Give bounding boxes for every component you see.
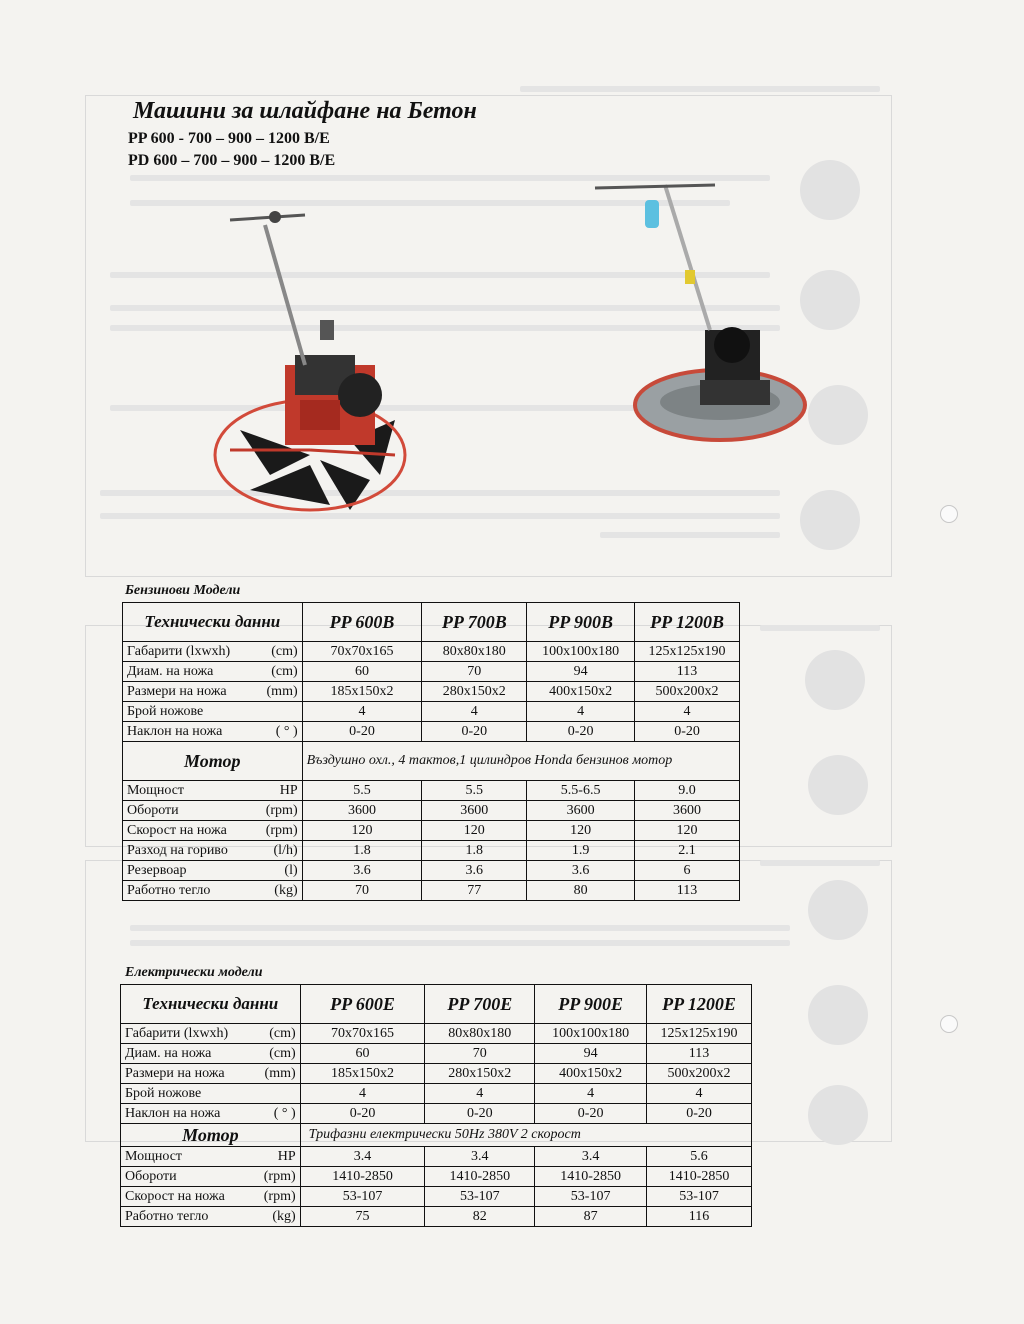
header-cell: PP 600E	[300, 985, 425, 1024]
motor-row	[123, 742, 740, 781]
value-cell: 3.4	[425, 1147, 535, 1167]
header-cell: Технически данни	[123, 603, 303, 642]
value-cell: 185x150x2	[300, 1064, 425, 1084]
value-cell: 82	[425, 1207, 535, 1227]
value-cell: 53-107	[425, 1187, 535, 1207]
value-cell: 0-20	[535, 1104, 647, 1124]
motor-label: Мотор	[123, 742, 303, 781]
table-row	[123, 821, 740, 841]
table-row	[121, 1044, 752, 1064]
value-cell: 116	[647, 1207, 752, 1227]
row-label: Скорост на ножа	[125, 1188, 225, 1204]
value-cell: 75	[300, 1207, 425, 1227]
value-cell: 280x150x2	[425, 1064, 535, 1084]
value-cell: 6	[635, 861, 740, 881]
punch-hole	[940, 1015, 958, 1033]
value-cell: 0-20	[635, 722, 740, 742]
value-cell: 0-20	[302, 722, 422, 742]
value-cell: 3600	[302, 801, 422, 821]
value-cell: 0-20	[422, 722, 527, 742]
value-cell: 0-20	[527, 722, 635, 742]
header-cell: PP 1200E	[647, 985, 752, 1024]
row-unit: ( ° )	[275, 723, 298, 739]
value-cell: 53-107	[300, 1187, 425, 1207]
value-cell: 1410-2850	[535, 1167, 647, 1187]
value-cell: 3.4	[535, 1147, 647, 1167]
table-header-row	[123, 603, 740, 642]
header-cell: Технически данни	[121, 985, 301, 1024]
row-unit: (rpm)	[263, 1168, 296, 1184]
punch-hole	[940, 505, 958, 523]
table-row	[123, 841, 740, 861]
table-row	[121, 1104, 752, 1124]
row-label: Обороти	[125, 1168, 177, 1184]
value-cell: 77	[422, 881, 527, 901]
value-cell: 100x100x180	[527, 642, 635, 662]
value-cell: 113	[635, 662, 740, 682]
value-cell: 1410-2850	[647, 1167, 752, 1187]
header-cell: PP 900E	[535, 985, 647, 1024]
value-cell: 9.0	[635, 781, 740, 801]
row-unit: (cm)	[269, 1025, 296, 1041]
motor-description: Въздушно охл., 4 тактов,1 цилиндров Honda бензинов мотор	[302, 742, 739, 781]
petrol-spec-table	[122, 602, 740, 901]
table-row	[123, 781, 740, 801]
value-cell: 70	[422, 662, 527, 682]
models-pd: PD 600 – 700 – 900 – 1200 B/E	[128, 152, 336, 169]
row-label: Резервоар	[127, 862, 187, 878]
motor-row	[121, 1124, 752, 1147]
row-label: Габарити (lxwxh)	[127, 643, 231, 659]
bleed-icon	[800, 490, 860, 550]
bleed-icon	[808, 880, 868, 940]
value-cell: 1.8	[422, 841, 527, 861]
value-cell: 2.1	[635, 841, 740, 861]
bleed-line	[520, 86, 880, 92]
table-row	[123, 881, 740, 901]
value-cell: 87	[535, 1207, 647, 1227]
bleed-icon	[808, 385, 868, 445]
row-label: Мощност	[125, 1148, 183, 1164]
value-cell: 3.6	[302, 861, 422, 881]
value-cell: 400x150x2	[527, 682, 635, 702]
bleed-line	[130, 940, 790, 946]
row-unit: (kg)	[272, 1208, 296, 1224]
value-cell: 113	[647, 1044, 752, 1064]
bleed-icon	[808, 1085, 868, 1145]
value-cell: 0-20	[300, 1104, 425, 1124]
value-cell: 120	[635, 821, 740, 841]
row-unit: (cm)	[271, 663, 298, 679]
header-cell: PP 1200B	[635, 603, 740, 642]
value-cell: 60	[302, 662, 422, 682]
row-label: Размери на ножа	[127, 683, 227, 699]
row-unit: (rpm)	[263, 1188, 296, 1204]
value-cell: 4	[527, 702, 635, 722]
value-cell: 70x70x165	[300, 1024, 425, 1044]
table-row	[121, 1084, 752, 1104]
table-row	[123, 722, 740, 742]
value-cell: 400x150x2	[535, 1064, 647, 1084]
table-row	[123, 642, 740, 662]
row-label: Скорост на ножа	[127, 822, 227, 838]
page-title: Машини за шлайфане на Бетон	[133, 98, 477, 124]
table-row	[121, 1207, 752, 1227]
value-cell: 3600	[635, 801, 740, 821]
value-cell: 185x150x2	[302, 682, 422, 702]
row-unit: (cm)	[269, 1045, 296, 1061]
value-cell: 1410-2850	[300, 1167, 425, 1187]
bleed-icon	[805, 650, 865, 710]
row-label: Работно тегло	[125, 1208, 209, 1224]
table-row	[123, 662, 740, 682]
table-row	[121, 1024, 752, 1044]
value-cell: 125x125x190	[647, 1024, 752, 1044]
value-cell: 5.5	[422, 781, 527, 801]
table-header-row	[121, 985, 752, 1024]
value-cell: 0-20	[647, 1104, 752, 1124]
header-cell: PP 700E	[425, 985, 535, 1024]
bleed-line	[100, 513, 780, 519]
petrol-trowel-machine-image	[210, 205, 410, 525]
electric-spec-table	[120, 984, 752, 1227]
table-row	[123, 682, 740, 702]
value-cell: 1.9	[527, 841, 635, 861]
table-row	[123, 801, 740, 821]
value-cell: 120	[527, 821, 635, 841]
row-unit: HP	[279, 782, 298, 798]
row-label: Наклон на ножа	[127, 723, 223, 739]
value-cell: 5.6	[647, 1147, 752, 1167]
header-cell: PP 900B	[527, 603, 635, 642]
value-cell: 4	[635, 702, 740, 722]
bleed-line	[760, 860, 880, 866]
value-cell: 3.6	[422, 861, 527, 881]
value-cell: 4	[647, 1084, 752, 1104]
value-cell: 5.5-6.5	[527, 781, 635, 801]
row-label: Габарити (lxwxh)	[125, 1025, 229, 1041]
value-cell: 80x80x180	[422, 642, 527, 662]
value-cell: 70	[425, 1044, 535, 1064]
row-label: Обороти	[127, 802, 179, 818]
value-cell: 4	[302, 702, 422, 722]
value-cell: 4	[300, 1084, 425, 1104]
value-cell: 0-20	[425, 1104, 535, 1124]
electric-section-label: Електрически модели	[125, 965, 263, 980]
value-cell: 4	[535, 1084, 647, 1104]
value-cell: 94	[527, 662, 635, 682]
row-unit: (cm)	[271, 643, 298, 659]
value-cell: 80x80x180	[425, 1024, 535, 1044]
table-row	[123, 702, 740, 722]
header-cell: PP 600B	[302, 603, 422, 642]
value-cell: 60	[300, 1044, 425, 1064]
row-unit: HP	[277, 1148, 296, 1164]
row-unit: (l/h)	[273, 842, 298, 858]
row-unit: (rpm)	[265, 802, 298, 818]
table-row	[121, 1167, 752, 1187]
motor-description: Трифазни електрически 50Hz 380V 2 скорост	[300, 1124, 751, 1147]
value-cell: 500x200x2	[647, 1064, 752, 1084]
row-label: Размери на ножа	[125, 1065, 225, 1081]
bleed-icon	[808, 755, 868, 815]
header-cell: PP 700B	[422, 603, 527, 642]
bleed-line	[600, 532, 780, 538]
value-cell: 53-107	[647, 1187, 752, 1207]
value-cell: 3600	[527, 801, 635, 821]
row-unit: (mm)	[266, 683, 298, 699]
value-cell: 113	[635, 881, 740, 901]
row-unit: (mm)	[264, 1065, 296, 1081]
bleed-icon	[808, 985, 868, 1045]
table-row	[121, 1147, 752, 1167]
value-cell: 3600	[422, 801, 527, 821]
row-label: Брой ножове	[127, 703, 204, 719]
table-row	[121, 1064, 752, 1084]
value-cell: 1410-2850	[425, 1167, 535, 1187]
value-cell: 94	[535, 1044, 647, 1064]
value-cell: 70	[302, 881, 422, 901]
value-cell: 80	[527, 881, 635, 901]
table-row	[121, 1187, 752, 1207]
value-cell: 5.5	[302, 781, 422, 801]
value-cell: 3.6	[527, 861, 635, 881]
value-cell: 100x100x180	[535, 1024, 647, 1044]
row-unit: (kg)	[274, 882, 298, 898]
value-cell: 53-107	[535, 1187, 647, 1207]
electric-trowel-machine-image	[590, 180, 810, 460]
value-cell: 4	[425, 1084, 535, 1104]
value-cell: 280x150x2	[422, 682, 527, 702]
bleed-line	[130, 925, 790, 931]
bleed-line	[760, 625, 880, 631]
row-label: Диам. на ножа	[125, 1045, 212, 1061]
row-label: Разход на гориво	[127, 842, 228, 858]
value-cell: 120	[422, 821, 527, 841]
value-cell: 1.8	[302, 841, 422, 861]
value-cell: 500x200x2	[635, 682, 740, 702]
value-cell: 70x70x165	[302, 642, 422, 662]
value-cell: 120	[302, 821, 422, 841]
row-unit: (l)	[284, 862, 298, 878]
table-row	[123, 861, 740, 881]
motor-label: Мотор	[121, 1124, 301, 1147]
row-label: Диам. на ножа	[127, 663, 214, 679]
row-unit: ( ° )	[273, 1105, 296, 1121]
value-cell: 4	[422, 702, 527, 722]
value-cell: 125x125x190	[635, 642, 740, 662]
row-label: Брой ножове	[125, 1085, 202, 1101]
row-label: Работно тегло	[127, 882, 211, 898]
petrol-section-label: Бензинови Модели	[125, 583, 241, 598]
row-label: Мощност	[127, 782, 185, 798]
bleed-line	[100, 490, 780, 496]
row-unit: (rpm)	[265, 822, 298, 838]
value-cell: 3.4	[300, 1147, 425, 1167]
models-pp: PP 600 - 700 – 900 – 1200 B/E	[128, 130, 330, 147]
row-label: Наклон на ножа	[125, 1105, 221, 1121]
